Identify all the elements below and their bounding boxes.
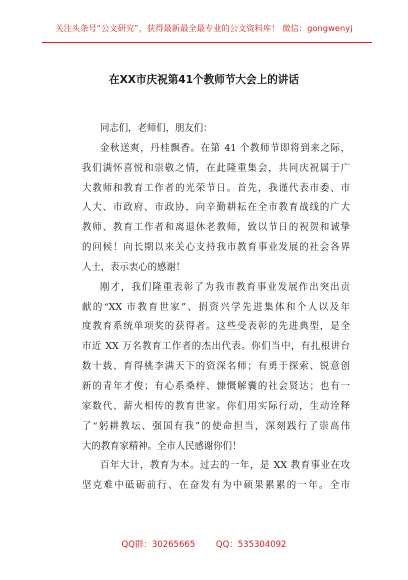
paragraph-line: 数十载、育得桃李满天下的资深名师；有勇于探索、锐意创	[82, 361, 350, 373]
paragraph-line: 金秋送爽，丹桂飘香。在第 41 个教师节即将到来之际，	[100, 142, 350, 154]
paragraph-line: 坚克难中砥砺前行、在奋发有为中硕果累累的一年。全市	[82, 480, 350, 492]
paragraph-line: 大教师和教育工作者的光荣节日。首先，我谨代表市委、市	[82, 182, 350, 194]
footer-contact	[0, 538, 408, 550]
document-title: 在XX市庆祝第41个教师节大会上的讲话	[109, 74, 299, 86]
footer-qq-group: QQ群：30265665	[121, 540, 196, 550]
paragraph-line: 家数代、薪火相传的教育世家。你们用实际行动，生动诠释	[82, 400, 350, 412]
paragraph-line: 献的“XX 市教育世家”、捐资兴学先进集体和个人以及年	[82, 301, 350, 313]
paragraph-line: 百年大计，教育为本。过去的一年，是 XX 教育事业在攻	[100, 460, 350, 472]
paragraph-line: 人士，表示衷心的感谢！	[82, 261, 186, 273]
paragraph-line: 大的教育家精神。全市人民感谢你们！	[82, 440, 242, 452]
paragraph-line: 我们满怀喜悦和崇敬之情，在此隆重集会，共同庆祝属于广	[82, 162, 350, 174]
paragraph-line: 的问候！向长期以来关心支持我市教育事业发展的社会各界	[82, 242, 350, 254]
paragraph-line: 人大、市政府、市政协，向辛勤耕耘在全市教育战线的广大	[82, 202, 350, 214]
paragraph-line: 新的青年才俊；有心系桑梓、慷慨解囊的社会贤达；也有一	[82, 380, 350, 392]
paragraph-line: 刚才，我们隆重表彰了为我市教育事业发展作出突出贡	[100, 281, 350, 293]
paragraph-line: 了“躬耕教坛、强国有我”的使命担当，深刻践行了崇高伟	[82, 420, 350, 432]
header-divider	[42, 42, 372, 43]
paragraph-line: 度教育系统单项奖的获得者。这些受表彰的先进典型，是全	[82, 321, 350, 333]
header-note: 关注头条号“公文研究”，获得最新最全最专业的公文资料库！ 微信：gongwenyj	[55, 23, 353, 33]
salutation-line: 同志们，老师们，朋友们：	[100, 123, 213, 134]
document-body	[82, 119, 350, 496]
paragraph-line: 教师、教育工作者和离退休老教师，致以节日的祝贺和诚挚	[82, 222, 350, 234]
paragraph-line: 市近 XX 万名教育工作者的杰出代表。你们当中，有扎根讲台	[82, 341, 350, 353]
footer-qq-number: QQ：535304092	[215, 540, 287, 550]
